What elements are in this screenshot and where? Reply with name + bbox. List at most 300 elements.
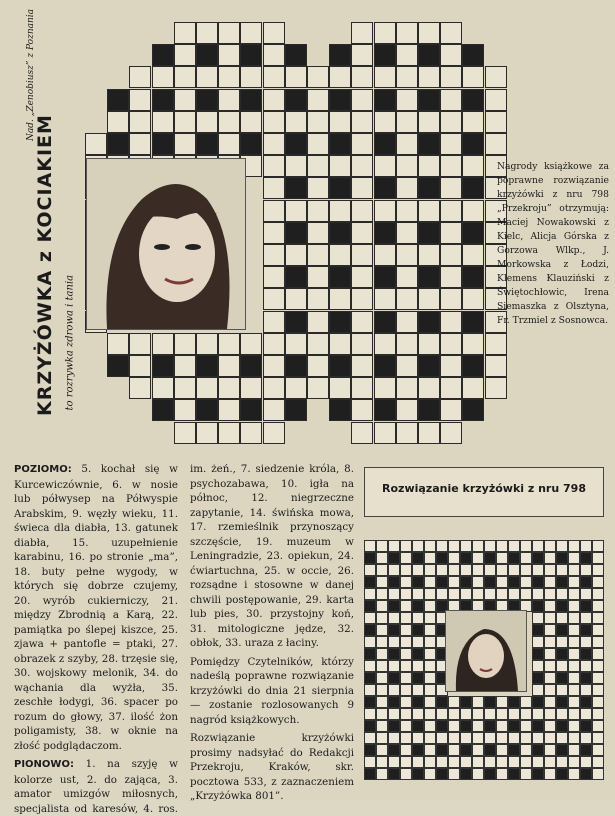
solution-cell: [424, 756, 436, 768]
solution-cell: [544, 564, 556, 576]
solution-cell: [388, 696, 400, 708]
solution-cell: [580, 696, 592, 708]
solution-cell: [484, 708, 496, 720]
grid-cell: [107, 111, 129, 133]
solution-cell: [448, 756, 460, 768]
grid-cell: [240, 111, 262, 133]
solution-cell: [388, 564, 400, 576]
solution-cell: [460, 588, 472, 600]
grid-cell: [374, 22, 396, 44]
solution-cell: [376, 624, 388, 636]
solution-cell: [376, 720, 388, 732]
solution-cell: [580, 564, 592, 576]
grid-cell: [351, 355, 373, 377]
solution-cell: [388, 756, 400, 768]
grid-cell: [240, 377, 262, 399]
grid-cell: [485, 133, 507, 155]
solution-cell: [364, 648, 376, 660]
solution-cell: [388, 684, 400, 696]
solution-cell: [364, 660, 376, 672]
solution-cell: [544, 636, 556, 648]
grid-cell: [329, 222, 351, 244]
solution-cell: [436, 708, 448, 720]
solution-cell: [388, 612, 400, 624]
solution-cell: [592, 540, 604, 552]
grid-cell: [329, 200, 351, 222]
grid-cell: [285, 177, 307, 199]
solution-cell: [412, 636, 424, 648]
solution-cell: [364, 672, 376, 684]
grid-cell: [351, 155, 373, 177]
grid-cell: [152, 333, 174, 355]
solution-cell: [400, 612, 412, 624]
grid-cell: [462, 89, 484, 111]
solution-cell: [508, 540, 520, 552]
solution-cell: [364, 564, 376, 576]
grid-cell: [240, 89, 262, 111]
grid-cell: [462, 266, 484, 288]
grid-cell: [218, 22, 240, 44]
solution-cell: [460, 696, 472, 708]
solution-cell: [412, 720, 424, 732]
grid-cell: [107, 89, 129, 111]
grid-cell: [351, 200, 373, 222]
solution-cell: [400, 684, 412, 696]
solution-cell: [424, 696, 436, 708]
solution-cell: [388, 768, 400, 780]
grid-cell: [307, 89, 329, 111]
grid-cell: [351, 177, 373, 199]
solution-cell: [424, 684, 436, 696]
solution-cell: [580, 720, 592, 732]
grid-cell: [285, 355, 307, 377]
solution-cell: [568, 732, 580, 744]
grid-cell: [263, 200, 285, 222]
solution-cell: [424, 744, 436, 756]
grid-cell: [240, 44, 262, 66]
solution-portrait: [445, 610, 527, 692]
grid-cell: [396, 333, 418, 355]
solution-cell: [568, 612, 580, 624]
solution-cell: [460, 744, 472, 756]
solution-cell: [496, 756, 508, 768]
solution-cell: [436, 768, 448, 780]
solution-cell: [484, 588, 496, 600]
solution-cell: [508, 576, 520, 588]
solution-cell: [424, 552, 436, 564]
solution-cell: [400, 708, 412, 720]
solution-cell: [388, 588, 400, 600]
grid-cell: [174, 22, 196, 44]
solution-cell: [496, 588, 508, 600]
solution-cell: [388, 744, 400, 756]
grid-cell: [351, 311, 373, 333]
solution-cell: [376, 612, 388, 624]
solution-cell: [532, 660, 544, 672]
grid-cell: [396, 155, 418, 177]
solution-cell: [460, 552, 472, 564]
solution-cell: [568, 552, 580, 564]
solution-cell: [544, 600, 556, 612]
grid-cell: [174, 89, 196, 111]
grid-cell: [440, 222, 462, 244]
solution-cell: [544, 696, 556, 708]
solution-cell: [472, 768, 484, 780]
solution-cell: [592, 684, 604, 696]
grid-cell: [196, 333, 218, 355]
grid-cell: [462, 44, 484, 66]
solution-cell: [436, 756, 448, 768]
grid-cell: [462, 399, 484, 421]
solution-cell: [412, 600, 424, 612]
solution-cell: [448, 588, 460, 600]
grid-cell: [440, 266, 462, 288]
grid-cell: [396, 111, 418, 133]
grid-cell: [152, 399, 174, 421]
grid-cell: [440, 422, 462, 444]
grid-cell: [218, 66, 240, 88]
solution-cell: [520, 732, 532, 744]
grid-cell: [329, 89, 351, 111]
grid-cell: [263, 177, 285, 199]
solution-cell: [460, 564, 472, 576]
grid-cell: [351, 399, 373, 421]
solution-cell: [592, 696, 604, 708]
grid-cell: [418, 155, 440, 177]
solution-cell: [412, 660, 424, 672]
grid-cell: [285, 89, 307, 111]
solution-cell: [592, 756, 604, 768]
solution-cell: [544, 672, 556, 684]
solution-cell: [580, 612, 592, 624]
solution-cell: [508, 588, 520, 600]
grid-cell: [418, 333, 440, 355]
solution-cell: [508, 756, 520, 768]
solution-cell: [580, 600, 592, 612]
solution-cell: [412, 612, 424, 624]
grid-cell: [152, 355, 174, 377]
solution-cell: [364, 756, 376, 768]
solution-cell: [508, 564, 520, 576]
solution-cell: [460, 768, 472, 780]
grid-cell: [418, 422, 440, 444]
grid-cell: [307, 200, 329, 222]
solution-cell: [400, 636, 412, 648]
solution-cell: [400, 672, 412, 684]
solution-cell: [592, 600, 604, 612]
grid-cell: [285, 155, 307, 177]
solution-cell: [400, 720, 412, 732]
grid-cell: [418, 377, 440, 399]
solution-cell: [388, 708, 400, 720]
grid-cell: [396, 44, 418, 66]
solution-cell: [532, 732, 544, 744]
grid-cell: [374, 111, 396, 133]
grid-cell: [285, 244, 307, 266]
solution-cell: [436, 732, 448, 744]
grid-cell: [351, 66, 373, 88]
grid-cell: [285, 333, 307, 355]
solution-cell: [568, 768, 580, 780]
grid-cell: [196, 377, 218, 399]
solution-cell: [532, 576, 544, 588]
solution-cell: [424, 612, 436, 624]
solution-cell: [388, 672, 400, 684]
solution-cell: [556, 600, 568, 612]
solution-cell: [592, 672, 604, 684]
solution-cell: [568, 672, 580, 684]
grid-cell: [307, 333, 329, 355]
solution-cell: [376, 636, 388, 648]
grid-cell: [218, 333, 240, 355]
solution-cell: [484, 540, 496, 552]
solution-cell: [388, 720, 400, 732]
solution-cell: [520, 696, 532, 708]
solution-cell: [556, 708, 568, 720]
grid-cell: [462, 111, 484, 133]
solution-cell: [544, 612, 556, 624]
grid-cell: [196, 399, 218, 421]
solution-cell: [580, 588, 592, 600]
solution-cell: [544, 576, 556, 588]
solution-cell: [508, 744, 520, 756]
solution-cell: [568, 624, 580, 636]
grid-cell: [396, 422, 418, 444]
grid-cell: [485, 333, 507, 355]
grid-cell: [418, 311, 440, 333]
grid-cell: [196, 44, 218, 66]
solution-cell: [592, 744, 604, 756]
grid-cell: [285, 200, 307, 222]
solution-cell: [532, 624, 544, 636]
solution-cell: [424, 732, 436, 744]
solution-cell: [472, 588, 484, 600]
solution-cell: [496, 540, 508, 552]
solution-cell: [376, 648, 388, 660]
solution-cell: [544, 624, 556, 636]
solution-cell: [436, 696, 448, 708]
grid-cell: [418, 66, 440, 88]
grid-cell: [374, 200, 396, 222]
grid-cell: [329, 399, 351, 421]
grid-cell: [418, 89, 440, 111]
grid-cell: [396, 222, 418, 244]
grid-cell: [285, 133, 307, 155]
solution-cell: [364, 732, 376, 744]
solution-cell: [520, 720, 532, 732]
grid-cell: [152, 89, 174, 111]
grid-cell: [351, 44, 373, 66]
solution-cell: [532, 648, 544, 660]
grid-cell: [263, 22, 285, 44]
solution-cell: [556, 744, 568, 756]
solution-cell: [484, 744, 496, 756]
solution-cell: [580, 744, 592, 756]
solution-cell: [496, 720, 508, 732]
grid-cell: [196, 355, 218, 377]
solution-cell: [484, 564, 496, 576]
solution-cell: [364, 708, 376, 720]
solution-cell: [424, 540, 436, 552]
solution-cell: [436, 552, 448, 564]
grid-cell: [285, 288, 307, 310]
grid-cell: [462, 377, 484, 399]
grid-cell: [174, 422, 196, 444]
grid-cell: [374, 89, 396, 111]
grid-cell: [374, 422, 396, 444]
solution-cell: [400, 756, 412, 768]
solution-cell: [448, 744, 460, 756]
solution-cell: [556, 576, 568, 588]
solution-cell: [424, 636, 436, 648]
grid-cell: [307, 111, 329, 133]
grid-cell: [263, 266, 285, 288]
grid-cell: [485, 111, 507, 133]
grid-cell: [351, 333, 373, 355]
grid-cell: [285, 222, 307, 244]
solution-cell: [424, 648, 436, 660]
solution-cell: [592, 768, 604, 780]
grid-cell: [351, 89, 373, 111]
solution-cell: [472, 708, 484, 720]
solution-cell: [568, 648, 580, 660]
solution-cell: [400, 540, 412, 552]
grid-cell: [440, 133, 462, 155]
solution-cell: [580, 552, 592, 564]
grid-cell: [174, 66, 196, 88]
solution-cell: [508, 552, 520, 564]
solution-cell: [376, 672, 388, 684]
solution-cell: [424, 720, 436, 732]
grid-cell: [374, 66, 396, 88]
solution-cell: [544, 552, 556, 564]
solution-cell: [376, 660, 388, 672]
solution-cell: [400, 732, 412, 744]
solution-cell: [400, 744, 412, 756]
solution-cell: [376, 564, 388, 576]
solution-cell: [580, 660, 592, 672]
grid-cell: [329, 177, 351, 199]
solution-cell: [400, 648, 412, 660]
solution-cell: [424, 708, 436, 720]
solution-cell: [592, 552, 604, 564]
grid-cell: [374, 288, 396, 310]
solution-cell: [388, 552, 400, 564]
solution-cell: [592, 720, 604, 732]
solution-cell: [460, 732, 472, 744]
solution-cell: [388, 636, 400, 648]
grid-cell: [285, 399, 307, 421]
solution-cell: [388, 600, 400, 612]
grid-cell: [396, 22, 418, 44]
grid-cell: [174, 111, 196, 133]
grid-cell: [240, 399, 262, 421]
grid-cell: [418, 244, 440, 266]
grid-cell: [462, 133, 484, 155]
grid-cell: [329, 111, 351, 133]
grid-cell: [374, 399, 396, 421]
grid-cell: [485, 377, 507, 399]
solution-cell: [532, 672, 544, 684]
solution-cell: [436, 588, 448, 600]
grid-cell: [462, 333, 484, 355]
grid-cell: [418, 44, 440, 66]
solution-cell: [424, 768, 436, 780]
solution-cell: [556, 720, 568, 732]
grid-cell: [351, 244, 373, 266]
solution-cell: [448, 720, 460, 732]
solution-cell: [364, 636, 376, 648]
across-clues: 5. kochał się w Kurcewiczównie, 6. w nosie lub półwysep na Półwyspie Arabskim, 9. węzły wieku, 11. świeca dla diabła, 13. gatunek diabła, 15. uzupełnienie karabinu, 16. po stronie „ma”, 18. buty pełne wygody, w których się dobrze czujemy, 20. wyrób cukierniczy, 21. między Zbrodnią a Karą, 22. pamiątka po ślepej kiszce, 25. zjawa + pantofle = ptaki, 27. obrazek z szyby, 28. trzęsie się, 30. wojskowy melonik, 34. do wąchania dla wyżła, 35. zeschłe łodygi, 36. spacer po rozum do głowy, 37. ilość żon poligamisty, 38. w oknie na złość podglądaczom.: [14, 463, 178, 752]
solution-cell: [388, 540, 400, 552]
solution-cell: [388, 732, 400, 744]
grid-cell: [374, 222, 396, 244]
solution-cell: [412, 564, 424, 576]
solution-cell: [400, 552, 412, 564]
grid-cell: [462, 222, 484, 244]
solution-cell: [424, 624, 436, 636]
grid-cell: [263, 111, 285, 133]
solution-cell: [364, 612, 376, 624]
solution-cell: [412, 540, 424, 552]
solution-cell: [532, 636, 544, 648]
solution-cell: [448, 576, 460, 588]
solution-cell: [556, 552, 568, 564]
grid-cell: [196, 133, 218, 155]
solution-cell: [508, 768, 520, 780]
solution-cell: [544, 732, 556, 744]
solution-cell: [484, 768, 496, 780]
grid-cell: [396, 355, 418, 377]
solution-heading-box: [364, 467, 604, 517]
grid-cell: [396, 399, 418, 421]
solution-cell: [448, 732, 460, 744]
grid-cell: [307, 222, 329, 244]
solution-cell: [520, 744, 532, 756]
solution-cell: [592, 636, 604, 648]
solution-cell: [592, 624, 604, 636]
grid-cell: [396, 244, 418, 266]
solution-cell: [412, 768, 424, 780]
grid-cell: [285, 377, 307, 399]
grid-cell: [263, 44, 285, 66]
solution-cell: [400, 600, 412, 612]
solution-cell: [472, 744, 484, 756]
solution-cell: [436, 576, 448, 588]
grid-cell: [396, 266, 418, 288]
solution-cell: [556, 672, 568, 684]
grid-cell: [307, 66, 329, 88]
solution-cell: [496, 768, 508, 780]
grid-cell: [485, 355, 507, 377]
grid-cell: [329, 244, 351, 266]
solution-cell: [472, 696, 484, 708]
grid-cell: [307, 377, 329, 399]
solution-cell: [436, 744, 448, 756]
grid-cell: [285, 44, 307, 66]
grid-cell: [196, 22, 218, 44]
solution-cell: [592, 588, 604, 600]
grid-cell: [462, 288, 484, 310]
solution-cell: [580, 732, 592, 744]
grid-cell: [396, 311, 418, 333]
solution-cell: [556, 696, 568, 708]
grid-cell: [307, 288, 329, 310]
grid-cell: [263, 244, 285, 266]
solution-cell: [364, 552, 376, 564]
grid-cell: [440, 89, 462, 111]
grid-cell: [329, 355, 351, 377]
